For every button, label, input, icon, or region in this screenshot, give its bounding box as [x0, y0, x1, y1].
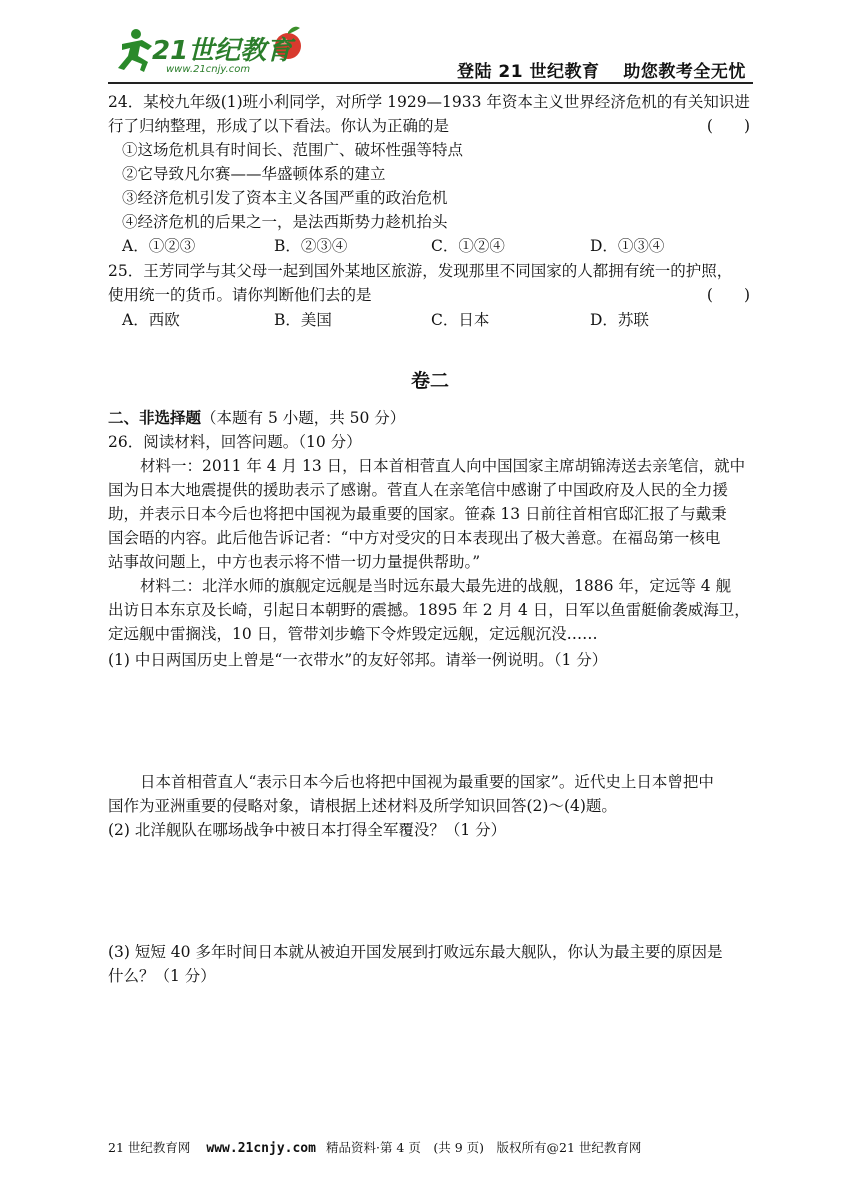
q24-statement: ④经济危机的后果之一，是法西斯势力趁机抬头	[122, 213, 448, 231]
q25-stem-line1: 25．王芳同学与其父母一起到国外某地区旅游，发现那里不同国家的人都拥有统一的护照，	[108, 262, 733, 280]
q25-option-d: D．苏联	[590, 311, 649, 329]
q26-intro: 26．阅读材料，回答问题。（10 分）	[108, 433, 362, 451]
q24-stem-line2: 行了归纳整理，形成了以下看法。你认为正确的是	[108, 117, 450, 135]
logo-text: 21世纪教育	[152, 36, 293, 66]
material-2-line: 材料二：北洋水师的旗舰定远舰是当时远东最大最先进的战舰，1886 年，定远等 4 舰	[140, 577, 732, 595]
section-title: 卷二	[410, 370, 449, 392]
q24-option-a: A．①②③	[122, 237, 196, 255]
q24-statement: ③经济危机引发了资本主义各国严重的政治危机	[122, 189, 448, 207]
q26-bridge-line: 日本首相菅直人“表示日本今后也将把中国视为最重要的国家”。近代史上日本曾把中	[140, 773, 714, 791]
material-1-line: 国会晤的内容。此后他告诉记者：“中方对受灾的日本表现出了极大善意。在福岛第一核电	[108, 529, 721, 547]
q25-stem-line2: 使用统一的货币。请你判断他们去的是	[108, 286, 372, 304]
q24-option-c: C．①②④	[431, 237, 505, 255]
material-1-line: 材料一：2011 年 4 月 13 日，日本首相菅直人向中国国家主席胡锦涛送去亲笔信，就中	[140, 457, 746, 475]
part2-heading-rest: （本题有 5 小题，共 50 分）	[201, 409, 406, 427]
q25-option-a: A．西欧	[122, 311, 180, 329]
q24-option-d: D．①③④	[590, 237, 665, 255]
q25-option-b: B．美国	[274, 311, 332, 329]
q26-subquestion-2: (2) 北洋舰队在哪场战争中被日本打得全军覆没？（1 分）	[108, 821, 507, 839]
q24-statement: ②它导致凡尔赛——华盛顿体系的建立	[122, 165, 386, 183]
header-slogan: 登陆 21 世纪教育 助您教考全无忧	[457, 62, 746, 82]
material-1-line: 站事故问题上，中方也表示将不惜一切力量提供帮助。”	[108, 553, 481, 571]
q25-option-c: C．日本	[431, 311, 490, 329]
runner-icon	[118, 29, 152, 72]
q24-statement: ①这场危机具有时间长、范围广、破坏性强等特点	[122, 141, 464, 159]
logo-url: www.21cnjy.com	[166, 64, 251, 75]
q26-bridge-line: 国作为亚洲重要的侵略对象，请根据上述材料及所学知识回答(2)～(4)题。	[108, 797, 617, 815]
material-2-line: 出访日本东京及长崎，引起日本朝野的震撼。1895 年 2 月 4 日，日军以鱼雷艇偷袭威海卫，	[108, 601, 750, 619]
material-1-line: 助，并表示日本今后也将把中国视为最重要的国家。笹森 13 日前往首相官邸汇报了与戴秉	[108, 505, 727, 523]
part2-heading-bold: 二、非选择题	[108, 408, 202, 427]
q26-subquestion-3-line1: (3) 短短 40 多年时间日本就从被迫开国发展到打败远东最大舰队，你认为最主要的原因是	[108, 943, 723, 961]
footer-url: www.21cnjy.com	[206, 1141, 316, 1156]
q24-option-b: B．②③④	[274, 237, 348, 255]
q26-subquestion-3-line2: 什么？（1 分）	[108, 967, 216, 985]
q24-answer-blank: ( )	[706, 117, 750, 135]
q24-stem-line1: 24．某校九年级(1)班小利同学，对所学 1929—1933 年资本主义世界经济危机的有关知识进	[108, 93, 750, 111]
part2-heading	[108, 406, 405, 430]
q25-answer-blank: ( )	[706, 286, 750, 304]
page-footer	[108, 1138, 641, 1156]
footer-page-info: 精品资料·第 4 页 (共 9 页) 版权所有@21 世纪教育网	[325, 1140, 642, 1155]
q26-subquestion-1: (1) 中日两国历史上曾是“一衣带水”的友好邻邦。请举一例说明。（1 分）	[108, 651, 608, 669]
header-divider	[108, 82, 753, 84]
material-2-line: 定远舰中雷搁浅，10 日，管带刘步蟾下令炸毁定远舰，定远舰沉没……	[108, 625, 598, 643]
footer-site-name: 21 世纪教育网	[108, 1140, 191, 1155]
material-1-line: 国为日本大地震提供的援助表示了感谢。菅直人在亲笔信中感谢了中国政府及人民的全力援	[108, 481, 729, 499]
